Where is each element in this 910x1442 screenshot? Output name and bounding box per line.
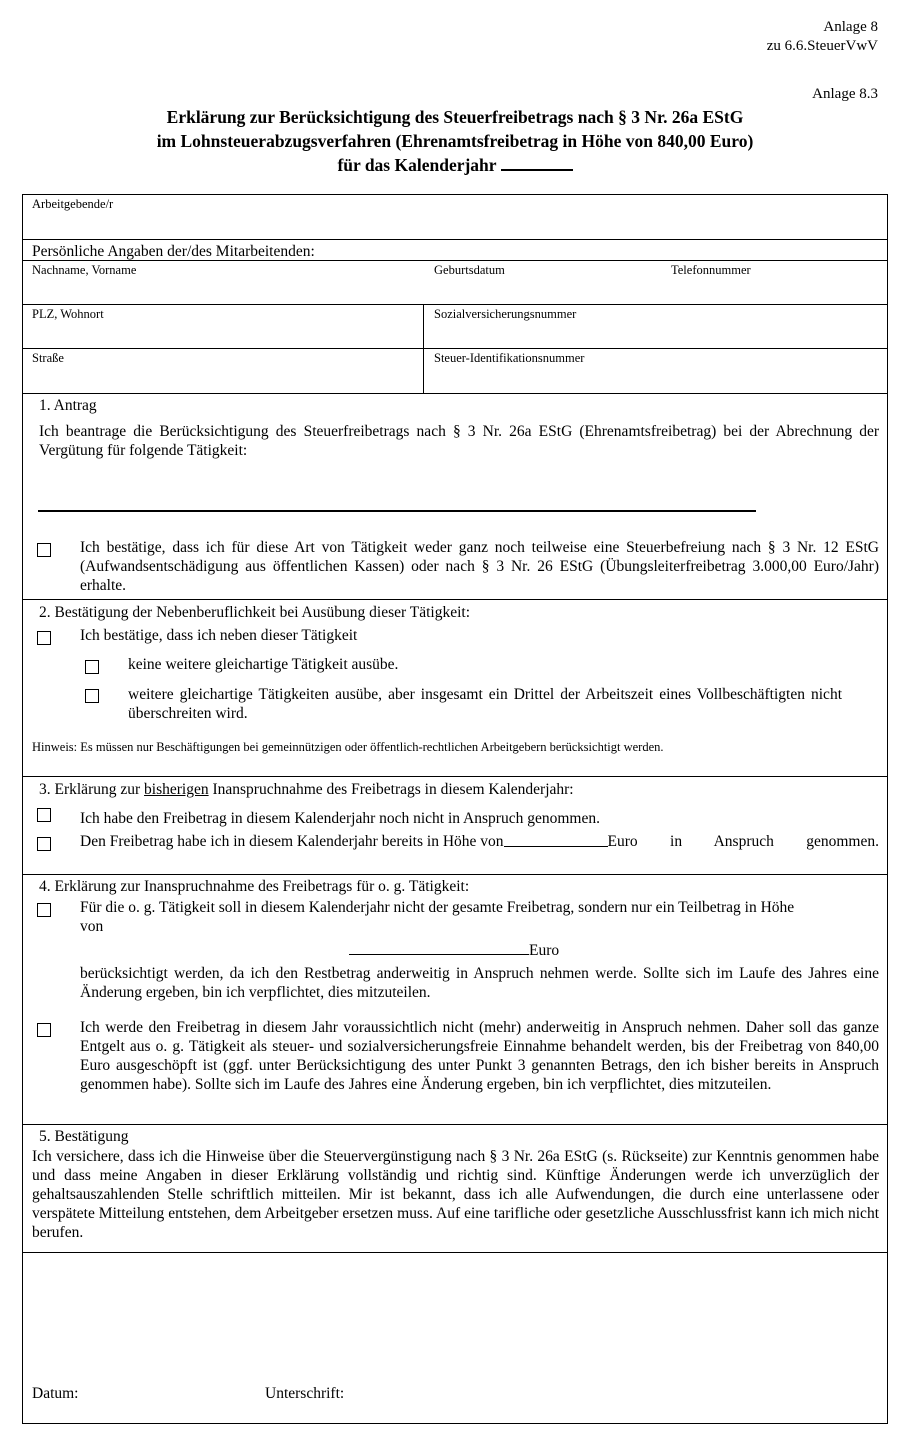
tax-id-label: Steuer-Identifikationsnummer <box>434 351 585 365</box>
section4-option1-continuation: berücksichtigt werden, da ich den Restbetrag anderweitig in Anspruch nehmen werde. Sollte sich im Laufe des Jahres eine Änderung ergeben, bin ich verpflichtet, dies mitzuteilen. <box>80 965 879 1001</box>
section4-option1-text: Für die o. g. Tätigkeit soll in diesem Kalenderjahr nicht der gesamte Freibetrag, sondern nur ein Teilbetrag in Höhe von <box>80 899 795 935</box>
street-label: Straße <box>32 351 64 365</box>
divider <box>22 776 888 777</box>
divider <box>22 599 888 600</box>
section1-confirm-checkbox[interactable] <box>37 543 51 557</box>
previous-amount-field[interactable] <box>504 832 608 847</box>
partial-amount-line <box>349 940 559 960</box>
employer-field[interactable] <box>30 213 880 237</box>
section3-option1-checkbox[interactable] <box>37 808 51 822</box>
section4-heading: 4. Erklärung zur Inanspruchnahme des Freibetrags für o. g. Tätigkeit: <box>39 878 470 895</box>
name-field[interactable] <box>30 279 420 301</box>
section2-confirm-checkbox[interactable] <box>37 631 51 645</box>
section2-option1-text: keine weitere gleichartige Tätigkeit ausübe. <box>128 656 399 673</box>
activity-field[interactable] <box>38 510 756 512</box>
divider <box>22 304 888 305</box>
section4-option2-text: Ich werde den Freibetrag in diesem Jahr voraussichtlich nicht (mehr) anderweitig in Anspruch nehmen. Daher soll das ganze Entgelt aus o. g. Tätigkeit als steuer- und sozialversicherungsfreie Einnahme behandelt werden, bis der Freibetrag von 840,00 Euro ausgeschöpft ist (ggf. unter Berücksichtigung des unter Punkt 3 genannten Betrags, den ich bisher bereits in Anspruch genommen habe). Sollte sich im Laufe des Jahres eine Änderung ergeben, bin ich verpflichtet, dies mitzuteilen. <box>80 1019 879 1093</box>
annex-label: Anlage 8 <box>823 19 878 35</box>
divider <box>22 393 888 394</box>
section2-option2-text: weitere gleichartige Tätigkeiten ausübe, aber insgesamt ein Drittel der Arbeitszeit eines Vollbeschäftigten nicht überschreiten wird. <box>128 686 842 722</box>
section2-option2-checkbox[interactable] <box>85 689 99 703</box>
divider <box>22 1124 888 1125</box>
zip-city-field[interactable] <box>30 323 420 345</box>
name-label: Nachname, Vorname <box>32 263 137 277</box>
birthdate-field[interactable] <box>432 279 662 301</box>
section2-confirm-text: Ich bestätige, dass ich neben dieser Tätigkeit <box>80 627 358 644</box>
calendar-year-label: für das Kalenderjahr <box>337 155 497 175</box>
signature-label: Unterschrift: <box>265 1385 345 1402</box>
social-security-label: Sozialversicherungsnummer <box>434 307 577 321</box>
section1-heading: 1. Antrag <box>39 397 97 414</box>
form-title-line2: im Lohnsteuerabzugsverfahren (Ehrenamtsfreibetrag in Höhe von 840,00 Euro) <box>156 131 754 151</box>
calendar-year-field[interactable] <box>501 155 573 171</box>
section1-text: Ich beantrage die Berücksichtigung des Steuerfreibetrags nach § 3 Nr. 26a EStG (Ehrenamtsfreibetrag) bei der Abrechnung der Vergütung für folgende Tätigkeit: <box>39 423 879 459</box>
divider <box>22 1252 888 1253</box>
birthdate-label: Geburtsdatum <box>434 263 505 277</box>
section3-option1-text: Ich habe den Freibetrag in diesem Kalenderjahr noch nicht in Anspruch genommen. <box>80 810 600 827</box>
zip-city-label: PLZ, Wohnort <box>32 307 104 321</box>
section3-heading: 3. Erklärung zur bisherigen Inanspruchnahme des Freibetrags in diesem Kalenderjahr: <box>39 781 574 798</box>
personal-data-heading: Persönliche Angaben der/des Mitarbeitenden: <box>32 243 315 260</box>
divider <box>22 874 888 875</box>
annex-sub-label: Anlage 8.3 <box>812 86 878 102</box>
section5-heading: 5. Bestätigung <box>39 1128 129 1145</box>
street-field[interactable] <box>30 367 420 389</box>
section2-heading: 2. Bestätigung der Nebenberuflichkeit bei Ausübung dieser Tätigkeit: <box>39 604 471 621</box>
date-label: Datum: <box>32 1385 79 1402</box>
employer-label: Arbeitgebende/r <box>32 197 114 211</box>
partial-amount-field[interactable] <box>349 940 529 955</box>
section5-text: Ich versichere, dass ich die Hinweise über die Steuervergünstigung nach § 3 Nr. 26a EStG (s. Rückseite) zur Kenntnis genommen habe und dass meine Angaben in dieser Erklärung vollständig und richtig sind. Künftige Änderungen werde ich unverzüglich der gehaltsauszahlenden Stelle schriftlich mitteilen. Mir ist bekannt, dass ich alle Aufwendungen, die durch eine unterlassene oder verspätete Mitteilung entstehen, dem Arbeitgeber ersetzen muss. Auf eine tarifliche oder gesetzliche Ausschlussfrist kann ich mich nicht berufen. <box>32 1148 879 1241</box>
section3-option2-checkbox[interactable] <box>37 837 51 851</box>
euro-label: Euro <box>529 942 560 959</box>
section2-note: Hinweis: Es müssen nur Beschäftigungen bei gemeinnützigen oder öffentlich-rechtlichen Arbeitgebern berücksichtigt werden. <box>32 740 664 754</box>
section4-option2-checkbox[interactable] <box>37 1023 51 1037</box>
section3-option2-text: Den Freibetrag habe ich in diesem Kalenderjahr bereits in Höhe von Euro in Anspruch genommen. <box>80 833 879 850</box>
signature-area[interactable] <box>30 1260 880 1380</box>
divider <box>22 239 888 240</box>
annex-reference: zu 6.6.SteuerVwV <box>766 38 878 54</box>
form-title-line1: Erklärung zur Berücksichtigung des Steuerfreibetrags nach § 3 Nr. 26a EStG <box>166 107 744 127</box>
section1-confirm-text: Ich bestätige, dass ich für diese Art von Tätigkeit weder ganz noch teilweise eine Steuerbefreiung nach § 3 Nr. 12 EStG (Aufwandsentschädigung aus öffentlichen Kassen) oder nach § 3 Nr. 26 EStG (Übungsleiterfreibetrag 3.000,00 Euro/Jahr) erhalte. <box>80 539 879 594</box>
divider <box>22 348 888 349</box>
phone-field[interactable] <box>668 279 880 301</box>
social-security-field[interactable] <box>432 323 880 345</box>
phone-label: Telefonnummer <box>671 263 751 277</box>
section2-option1-checkbox[interactable] <box>85 660 99 674</box>
column-divider <box>423 304 424 393</box>
section4-option1-checkbox[interactable] <box>37 903 51 917</box>
form-title-line3 <box>0 154 910 177</box>
tax-id-field[interactable] <box>432 367 880 389</box>
